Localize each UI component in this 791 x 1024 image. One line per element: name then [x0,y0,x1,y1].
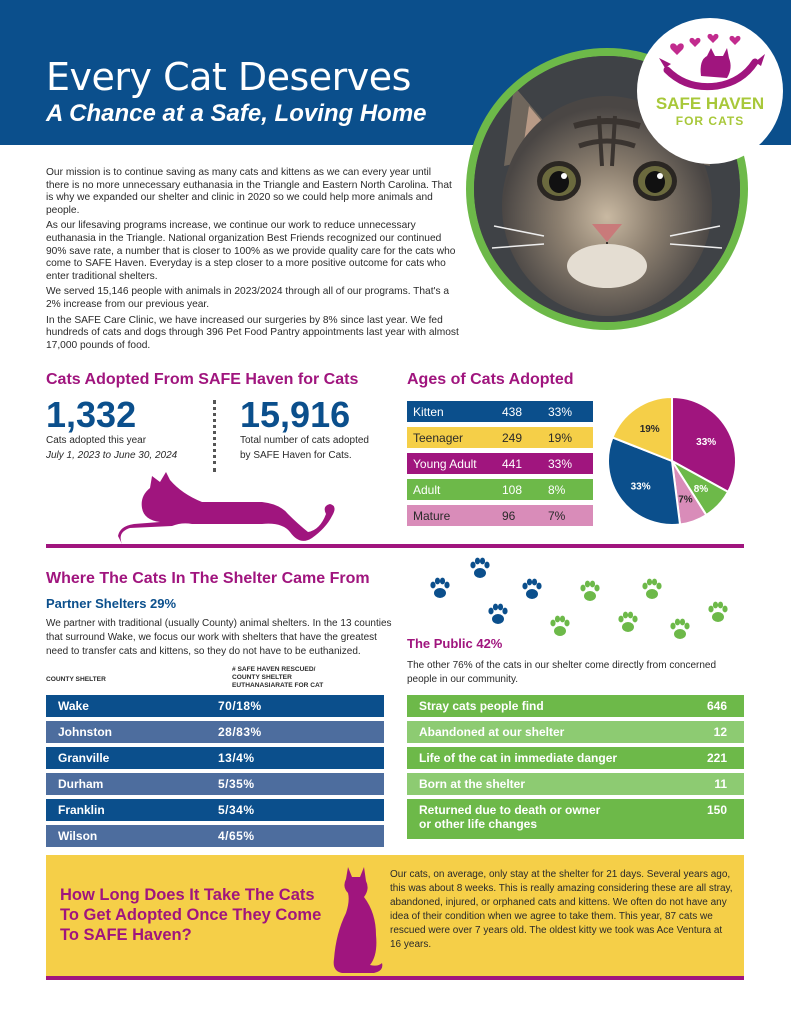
rescued-header-line2: COUNTY SHELTER [232,674,292,681]
adoption-time-box [46,855,744,980]
public-label: Stray cats people find [419,699,544,713]
age-pct: 33% [548,456,573,471]
age-row-mature [407,505,593,526]
public-title: The Public 42% [407,636,503,651]
partner-shelters-title: Partner Shelters 29% [46,596,177,611]
age-pct: 8% [548,482,566,497]
county-value: 4/65% [218,829,255,843]
county-column-header: COUNTY SHELTER [46,676,106,683]
age-count: 249 [502,430,523,445]
adopted-date-range: July 1, 2023 to June 30, 2024 [46,450,178,461]
paw-prints-decoration [420,555,750,645]
county-table [46,695,384,851]
county-value: 28/83% [218,725,262,739]
paw-icon [642,579,661,599]
pie-label-adult: 8% [693,484,709,496]
logo-text-line1: SAFE HAVEN [655,94,765,113]
total-adopted-label-2: by SAFE Haven for Cats. [240,450,352,461]
age-row-adult [407,479,593,500]
rescued-header-line3: EUTHANASIARATE FOR CAT [232,682,324,689]
age-row-kitten [407,401,593,422]
public-row-danger [407,747,744,769]
paw-icon [488,604,507,624]
paw-icon [618,612,637,632]
rescued-header-line1: # SAFE HAVEN RESCUED/ [232,666,316,673]
county-value: 5/34% [218,803,255,817]
county-row-wake [46,695,384,717]
public-label: Born at the shelter [419,777,526,791]
ages-table [407,401,593,531]
age-pct: 7% [548,508,566,523]
public-row-abandoned [407,721,744,743]
paw-icon [580,581,599,601]
county-name: Wake [58,699,89,713]
adopted-this-year-number: 1,332 [46,394,137,435]
county-name: Franklin [58,803,105,817]
public-value: 221 [706,751,727,765]
age-label: Mature [413,508,451,523]
public-label-line2: or other life changes [419,817,538,831]
county-value: 13/4% [218,751,255,765]
age-label: Young Adult [413,456,477,471]
age-row-teenager [407,427,593,448]
ages-heading: Ages of Cats Adopted [407,371,574,388]
public-row-stray [407,695,744,717]
county-value: 70/18% [218,699,262,713]
public-text: The other 76% of the cats in our shelter come directly from concerned people in our community. [407,660,717,685]
county-row-granville [46,747,384,769]
pie-label-young-adult: 33% [696,436,717,448]
public-label: Abandoned at our shelter [419,725,565,739]
county-row-durham [46,773,384,795]
logo-text-line2: FOR CATS [675,114,745,128]
rescued-column-header [232,666,323,690]
ages-pie-chart [604,393,740,529]
county-value: 5/35% [218,777,255,791]
where-heading: Where The Cats In The Shelter Came From [46,570,370,587]
public-label-line1: Returned due to death or owner [419,803,601,817]
section-divider-1 [46,544,744,548]
public-row-born [407,773,744,795]
adopted-heading: Cats Adopted From SAFE Haven for Cats [46,371,359,388]
age-count: 441 [502,456,523,471]
age-label: Kitten [413,404,444,419]
page-subtitle: A Chance at a Safe, Loving Home [46,100,427,127]
total-adopted-label-1: Total number of cats adopted [240,435,369,446]
public-row-returned [407,799,744,839]
partner-shelters-text: We partner with traditional (usually County) animal shelters. In the 13 counties that surround Wake, we focus our work with shelters that have the greatest need to transfer cats and kittens, so they do not have to be euthanized. [46,618,392,657]
intro-paragraph-3: We served 15,146 people with animals in 2023/2024 through all of our programs. That's a 2% increase from our previous year. [46,286,450,310]
age-row-young-adult [407,453,593,474]
county-name: Johnston [58,725,112,739]
public-value: 150 [706,803,727,817]
dotted-divider [213,400,216,472]
safe-haven-logo [637,18,783,164]
public-table [407,695,744,843]
county-name: Durham [58,777,104,791]
total-adopted-number: 15,916 [240,394,351,435]
age-count: 438 [502,404,523,419]
paw-icon [522,579,541,599]
page-title: Every Cat Deserves [46,55,411,99]
adopted-this-year-label: Cats adopted this year [46,435,147,446]
intro-paragraph-4: In the SAFE Care Clinic, we have increased our surgeries by 8% since last year. We fed hundreds of cats and dogs through 396 Pet Food Pantry appointments last year with almost 17,000 pounds of food. [46,314,459,351]
public-value: 12 [713,725,727,739]
lying-cat-icon [112,472,342,552]
age-count: 96 [502,508,516,523]
age-count: 108 [502,482,523,497]
paw-icon [470,558,489,578]
age-label: Teenager [413,430,464,445]
logo-cat-icon [637,18,783,98]
county-row-franklin [46,799,384,821]
paw-icon [708,602,727,622]
public-label [419,803,600,831]
pie-label-kitten: 33% [630,481,651,493]
intro-paragraph-1: Our mission is to continue saving as many cats and kittens as we can every year until there is no more unnecessary euthanasia in the Triangle and Eastern North Carolina. That is why we expanded our shelter and clinic in 2020 so we could help more animals and people. [46,167,452,216]
sitting-cat-icon [326,863,384,975]
intro-paragraph-2: As our lifesaving programs increase, we continue our work to reduce unnecessary euthanasia in the Triangle. National organization Best Friends recognized our continued 90% save rate, a number that is closer to 100% as we provide quality care for the cats who come to SAFE Haven. Everyday is a step closer to a more positive outcome for cats who enter traditional shelters. [46,220,456,282]
intro-text [46,167,459,355]
age-pct: 19% [548,430,573,445]
adoption-time-text: Our cats, on average, only stay at the shelter for 21 days. Several years ago, this was about 8 weeks. This is really amazing considering these are all stray, abandoned, injured, or orphaned cats and kittens. We often do not have any idea of their condition when we agree to take them. This year, 87 cats we rescued were over 7 years old. The oldest kitty we took was Ace Ventura at 16 years. [390,869,733,950]
county-row-johnston [46,721,384,743]
paw-icon [670,619,689,639]
age-pct: 33% [548,404,573,419]
public-value: 646 [706,699,727,713]
public-label: Life of the cat in immediate danger [419,751,618,765]
public-value: 11 [714,777,727,791]
pie-label-teenager: 19% [639,424,660,436]
county-row-wilson [46,825,384,847]
age-label: Adult [413,482,441,497]
county-name: Wilson [58,829,98,843]
county-name: Granville [58,751,110,765]
pie-label-mature: 7% [678,494,693,506]
paw-icon [550,616,569,636]
paw-icon [430,578,449,598]
adoption-time-title: How Long Does It Take The Cats To Get Adopted Once They Come To SAFE Haven? [60,886,322,944]
